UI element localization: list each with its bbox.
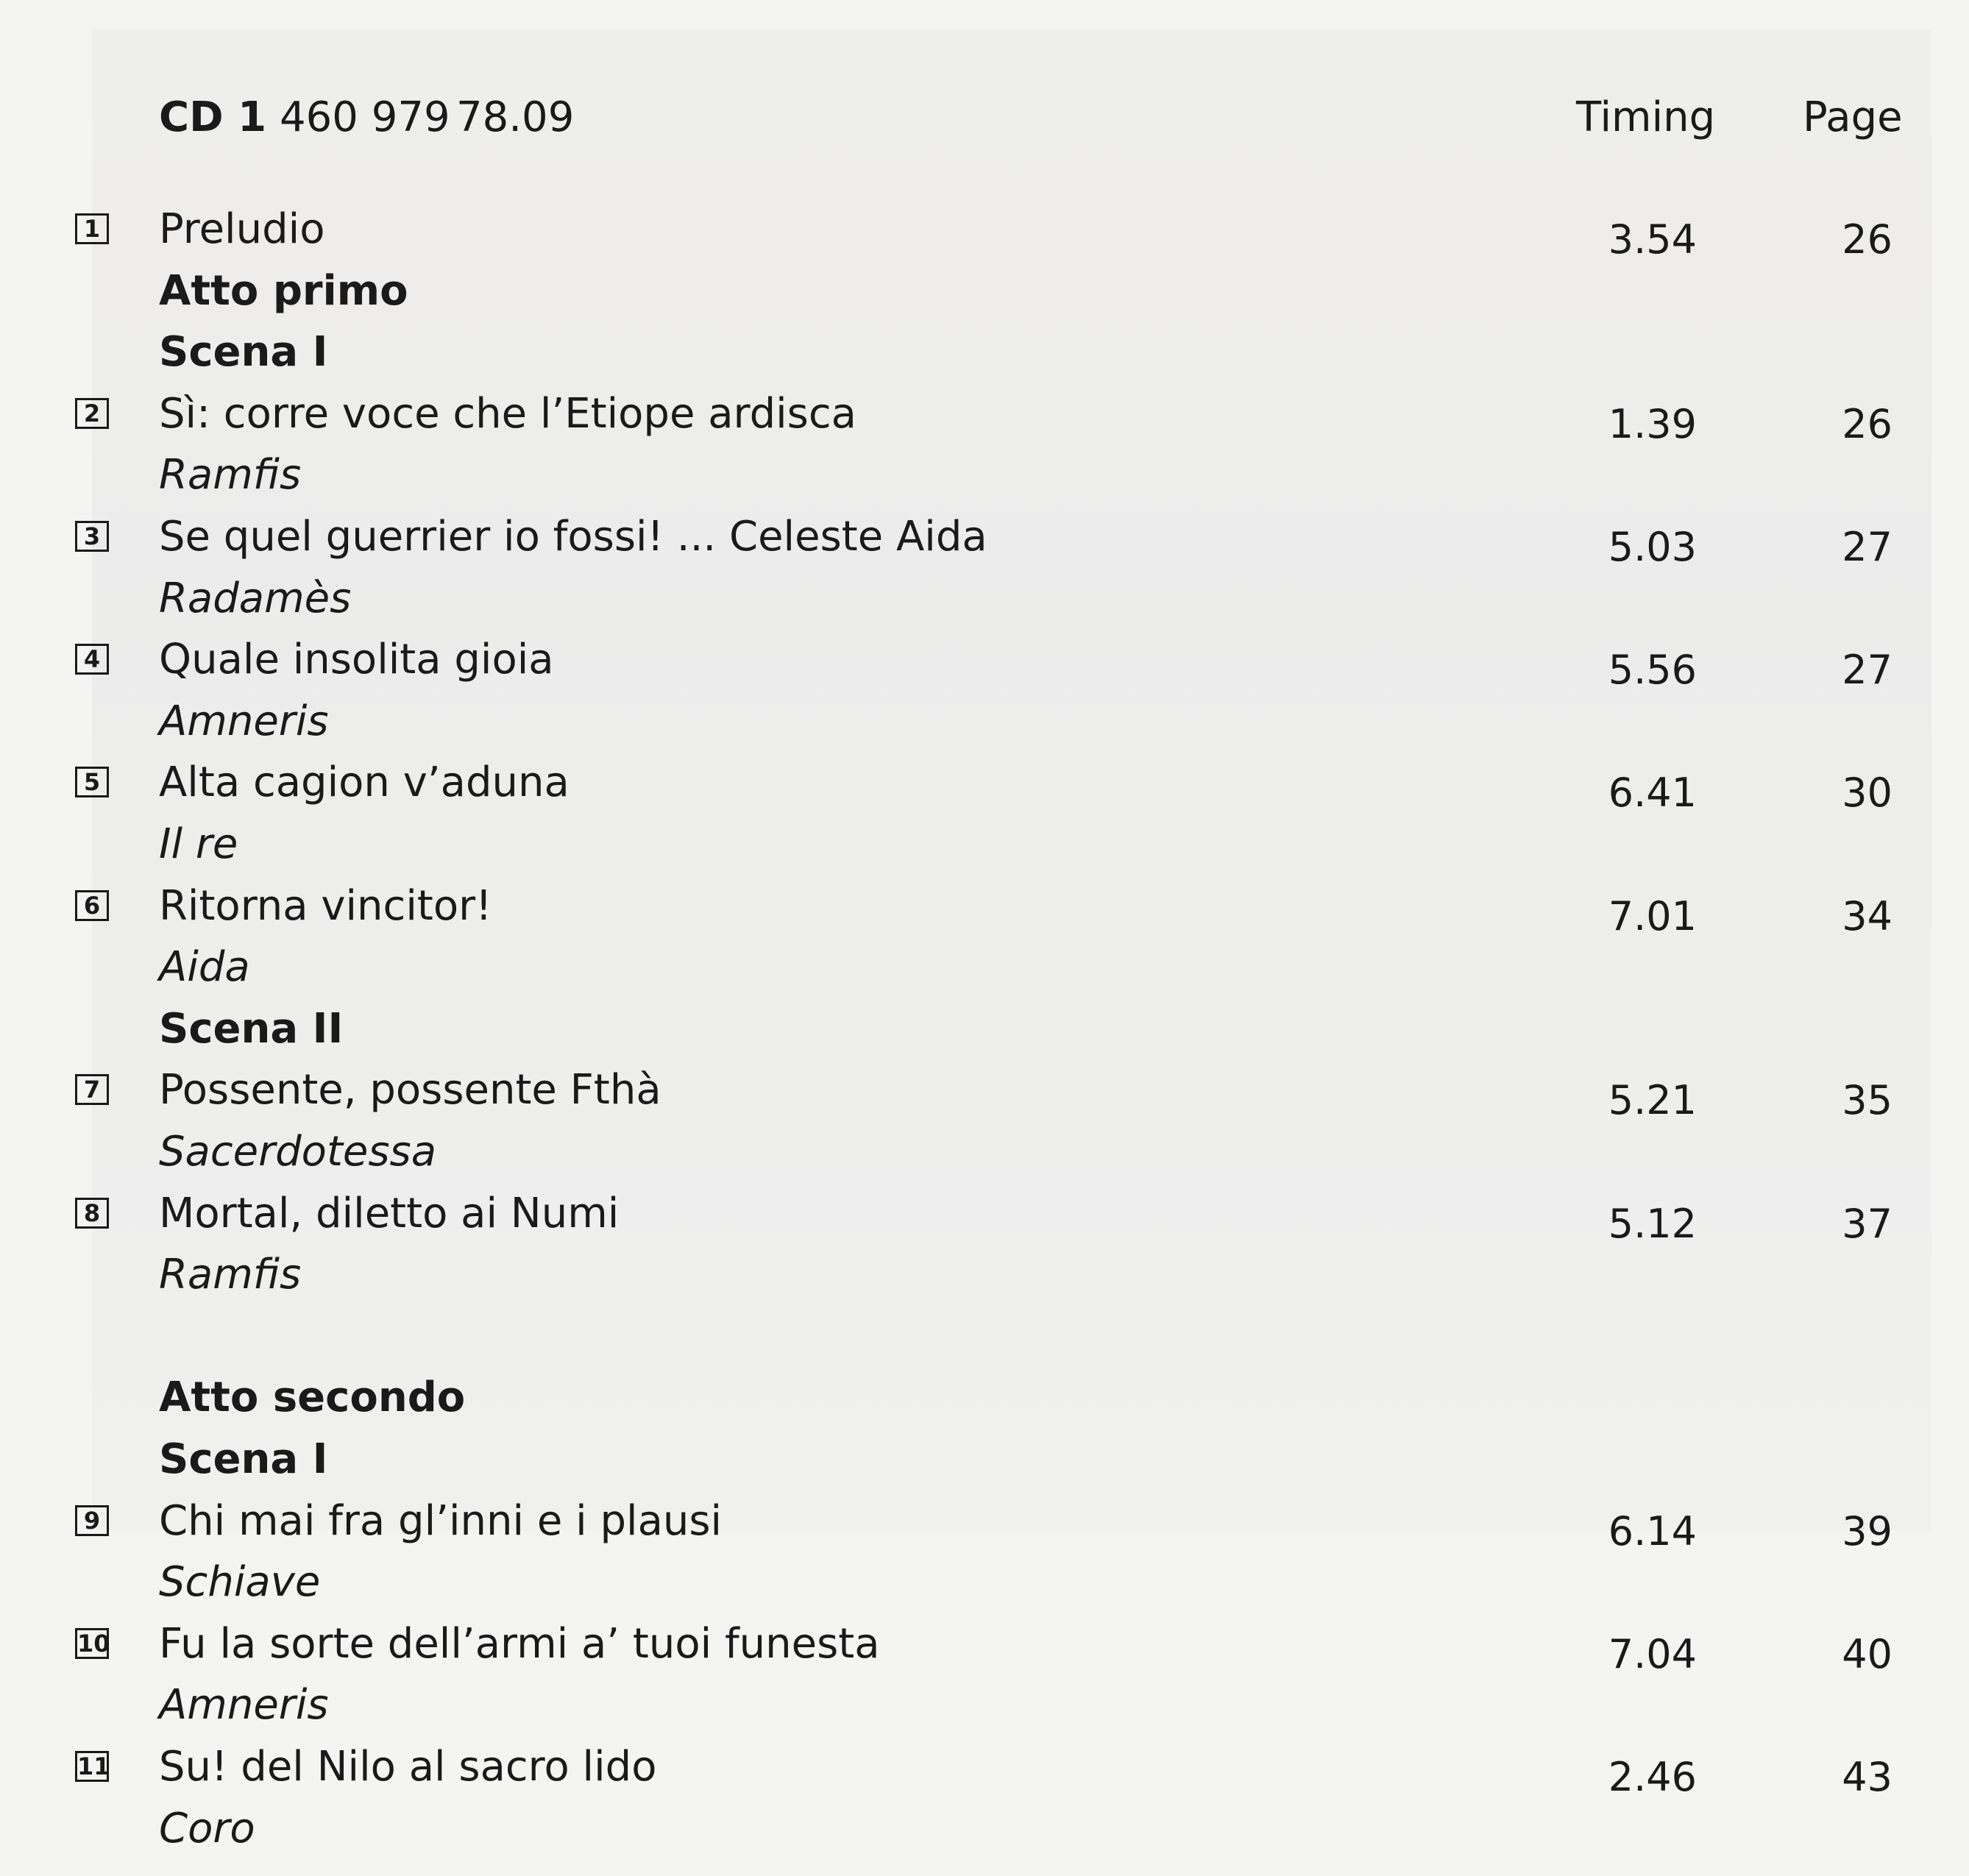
- track-row: [0, 1613, 1969, 1675]
- track-title: Fu la sorte dell’armi a’ tuoi funesta: [159, 1619, 880, 1668]
- track-timing: 7.04: [1608, 1630, 1697, 1677]
- section-heading-row: [0, 260, 1969, 322]
- track-page: 40: [1842, 1630, 1892, 1677]
- track-title: Mortal, diletto ai Numi: [159, 1189, 620, 1237]
- track-timing: 3.54: [1608, 216, 1697, 263]
- role-row: [0, 691, 1969, 753]
- track-title: Possente, possente Fthà: [159, 1066, 661, 1115]
- section-heading: Scena II: [159, 1004, 344, 1053]
- track-title: Quale insolita gioia: [159, 636, 554, 684]
- section-heading: Scena I: [159, 328, 328, 377]
- track-timing: 2.46: [1608, 1754, 1697, 1800]
- track-number: 1: [75, 213, 109, 244]
- track-row: [0, 1183, 1969, 1245]
- catalog-number: 460 979: [280, 93, 450, 141]
- track-title: Su! del Nilo al sacro lido: [159, 1743, 657, 1791]
- track-number: 11: [75, 1751, 109, 1782]
- track-number: 4: [75, 644, 109, 675]
- track-page: 30: [1842, 770, 1892, 817]
- track-timing: 1.39: [1608, 400, 1697, 447]
- section-heading-row: [0, 1367, 1969, 1429]
- role-name: Il re: [159, 820, 238, 868]
- role-name: Sacerdotessa: [159, 1128, 437, 1176]
- track-timing: 6.41: [1608, 770, 1697, 817]
- track-row: [0, 383, 1969, 445]
- section-heading: Atto primo: [159, 266, 408, 315]
- track-timing: 5.56: [1608, 647, 1697, 694]
- timing-column-header: Timing: [1576, 93, 1716, 141]
- track-timing: 6.14: [1608, 1507, 1697, 1555]
- track-row: [0, 752, 1969, 817]
- role-name: Amneris: [159, 1681, 329, 1730]
- track-timing: 5.12: [1608, 1200, 1697, 1247]
- spacer-row: [0, 1306, 1969, 1368]
- role-row: [0, 814, 1969, 875]
- track-number: 6: [75, 890, 109, 921]
- track-page: 37: [1842, 1200, 1892, 1247]
- role-row: [0, 1121, 1969, 1183]
- track-number: 8: [75, 1198, 109, 1229]
- track-row: [0, 1736, 1969, 1798]
- track-page: 27: [1842, 524, 1892, 570]
- track-row: [0, 506, 1969, 568]
- track-row: [0, 875, 1969, 937]
- track-number: 7: [75, 1074, 109, 1105]
- track-page: 34: [1842, 892, 1892, 939]
- track-number: 3: [75, 521, 109, 552]
- track-page: 39: [1842, 1507, 1892, 1555]
- total-duration: 78.09: [456, 93, 575, 141]
- role-row: [0, 1244, 1969, 1306]
- track-number: 5: [75, 767, 109, 797]
- track-page: 26: [1842, 216, 1892, 263]
- track-row: [0, 1491, 1969, 1555]
- role-row: [0, 444, 1969, 506]
- role-row: [0, 937, 1969, 998]
- section-heading: Atto secondo: [159, 1374, 466, 1422]
- role-row: [0, 1552, 1969, 1613]
- role-name: Radamès: [159, 574, 352, 622]
- track-page: 43: [1842, 1754, 1892, 1800]
- track-title: Ritorna vincitor!: [159, 881, 492, 930]
- track-row: [0, 629, 1969, 694]
- track-row: [0, 1059, 1969, 1124]
- track-title: Alta cagion v’aduna: [159, 758, 570, 807]
- role-name: Schiave: [159, 1558, 321, 1607]
- role-row: [0, 1674, 1969, 1736]
- role-row: [0, 568, 1969, 630]
- track-title: Chi mai fra gl’inni e i plausi: [159, 1496, 723, 1545]
- role-row: [0, 1798, 1969, 1860]
- track-timing: 7.01: [1608, 892, 1697, 939]
- track-page: 35: [1842, 1077, 1892, 1124]
- section-heading-row: [0, 998, 1969, 1060]
- track-number: 10: [75, 1628, 109, 1659]
- track-title: Sì: corre voce che l’Etiope ardisca: [159, 389, 856, 438]
- track-timing: 5.21: [1608, 1077, 1697, 1124]
- role-name: Coro: [159, 1804, 255, 1852]
- track-number: 2: [75, 398, 109, 429]
- track-title: Preludio: [159, 205, 325, 253]
- track-title: Se quel guerrier io fossi! ... Celeste Aida: [159, 513, 987, 561]
- role-name: Aida: [159, 943, 250, 992]
- track-page: 27: [1842, 647, 1892, 694]
- role-name: Ramfis: [159, 451, 302, 500]
- section-heading: Scena I: [159, 1435, 328, 1483]
- page-column-header: Page: [1803, 93, 1903, 141]
- track-timing: 5.03: [1608, 524, 1697, 570]
- track-number: 9: [75, 1505, 109, 1536]
- section-heading-row: [0, 321, 1969, 383]
- track-page: 26: [1842, 400, 1892, 447]
- role-name: Ramfis: [159, 1251, 302, 1299]
- section-heading-row: [0, 1429, 1969, 1491]
- role-name: Amneris: [159, 697, 329, 745]
- cd-label: CD 1: [159, 93, 267, 141]
- track-row: [0, 199, 1969, 263]
